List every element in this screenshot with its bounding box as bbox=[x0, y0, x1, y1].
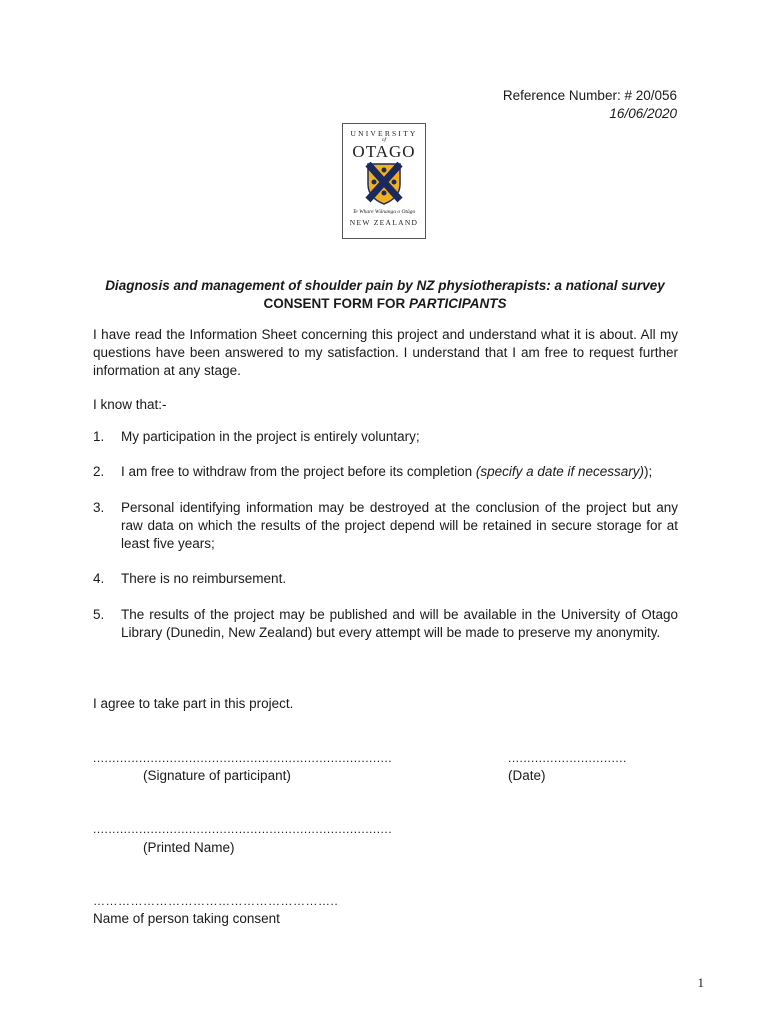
logo-country-text: NEW ZEALAND bbox=[349, 218, 419, 227]
logo-maori-text: Te Whare Wānanga o Otāgo bbox=[352, 209, 416, 215]
list-item-number: 5. bbox=[93, 607, 105, 622]
printed-name-line[interactable]: .............................................................................. bbox=[93, 822, 393, 836]
logo-of-text: of bbox=[382, 138, 386, 143]
signature-line[interactable]: .............................................................................. bbox=[93, 751, 393, 765]
intro-paragraph: I have read the Information Sheet concerning this project and understand what it is about. All my questions have been answered to my satisfaction. I understand that I am free to request further information at any stage. bbox=[93, 327, 678, 378]
form-title bbox=[60, 277, 710, 313]
date-line[interactable]: ............................... bbox=[508, 751, 627, 765]
list-item-2 bbox=[93, 463, 678, 481]
reference-block bbox=[503, 87, 677, 123]
document-date: 16/06/2020 bbox=[609, 106, 677, 121]
list-item-text: Personal identifying information may be destroyed at the conclusion of the project but any raw data on which the results of the project depend will be retained in secure storage for at least five years; bbox=[121, 500, 678, 551]
list-item-3 bbox=[93, 499, 678, 553]
list-item-1 bbox=[93, 428, 678, 446]
agreement-statement: I agree to take part in this project. bbox=[93, 696, 294, 711]
page-number: 1 bbox=[697, 975, 704, 990]
list-item-number: 2. bbox=[93, 464, 105, 479]
printed-name-label: (Printed Name) bbox=[143, 840, 235, 855]
list-item-4 bbox=[93, 570, 678, 588]
form-subtitle: CONSENT FORM FOR PARTICIPANTS bbox=[263, 296, 507, 311]
list-item-text: I am free to withdraw from the project before its completion (specify a date if necessary)); bbox=[121, 464, 653, 479]
logo-university-text: UNIVERSITY bbox=[350, 129, 418, 138]
list-item-5 bbox=[93, 606, 678, 642]
consent-taker-label: Name of person taking consent bbox=[93, 911, 280, 926]
date-label: (Date) bbox=[508, 768, 546, 783]
consent-taker-line[interactable]: ………………………………………………….. bbox=[93, 894, 339, 908]
list-item-number: 1. bbox=[93, 429, 105, 444]
list-item-text: My participation in the project is entirely voluntary; bbox=[121, 429, 420, 444]
coat-of-arms-icon bbox=[365, 162, 403, 206]
list-item-text: The results of the project may be published and will be available in the University of Otago Library (Dunedin, New Zealand) but every attempt will be made to preserve my anonymity. bbox=[121, 607, 678, 640]
logo-otago-text: OTAGO bbox=[352, 142, 416, 161]
survey-title: Diagnosis and management of shoulder pain by NZ physiotherapists: a national survey bbox=[105, 278, 665, 293]
list-item-number: 3. bbox=[93, 500, 105, 515]
know-that-heading: I know that:- bbox=[93, 397, 167, 412]
list-item-text: There is no reimbursement. bbox=[121, 571, 287, 586]
reference-number: Reference Number: # 20/056 bbox=[502, 88, 677, 103]
list-item-number: 4. bbox=[93, 571, 105, 586]
university-logo bbox=[342, 123, 426, 239]
signature-label: (Signature of participant) bbox=[143, 768, 291, 783]
